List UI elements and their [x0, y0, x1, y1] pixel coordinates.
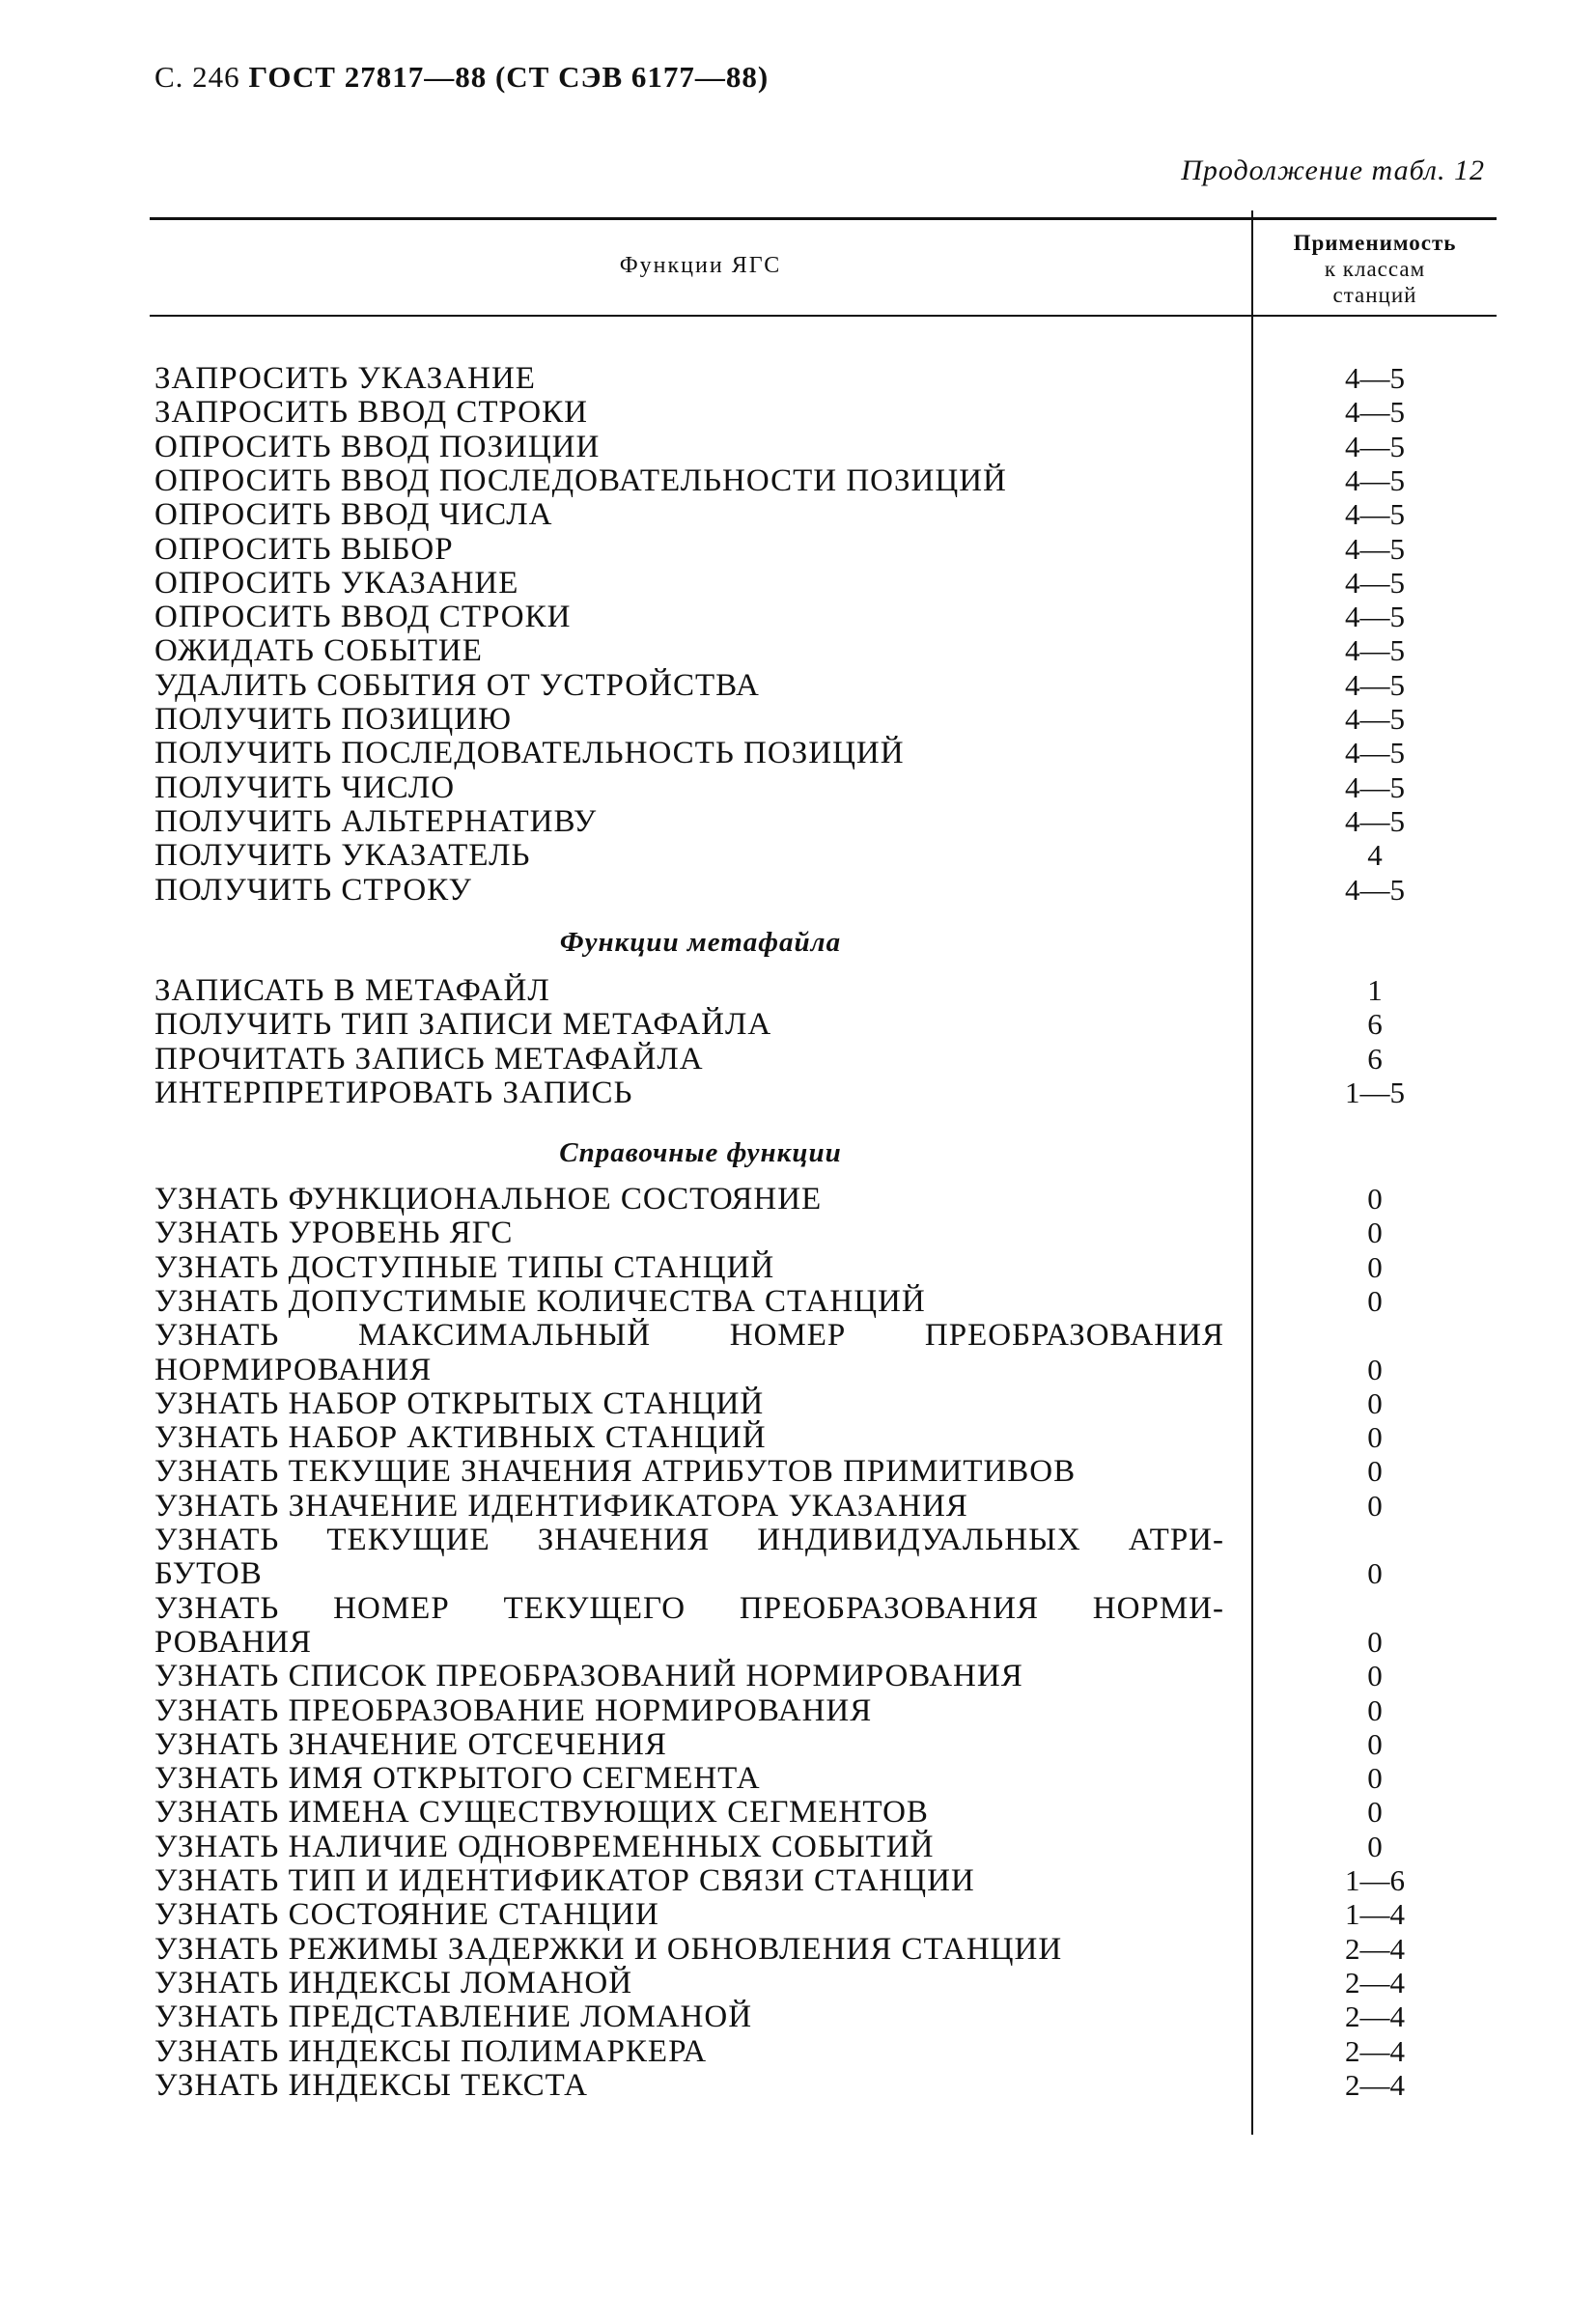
table-row	[150, 497, 1497, 532]
table-row	[150, 973, 1497, 1008]
station-class-value: 6	[1367, 1041, 1383, 1076]
function-name: НОРМИРОВАНИЯ	[154, 1352, 433, 1387]
function-name: УЗНАТЬ ФУНКЦИОНАЛЬНОЕ СОСТОЯНИЕ	[154, 1182, 823, 1216]
function-name: ЗАПИСАТЬ В МЕТАФАЙЛ	[154, 973, 550, 1008]
station-class-value: 6	[1367, 1007, 1383, 1042]
function-name: УЗНАТЬ СПИСОК ПРЕОБРАЗОВАНИЙ НОРМИРОВАНИЯ	[154, 1659, 1023, 1694]
station-class-value: 4—5	[1345, 633, 1405, 668]
station-class-value: 0	[1367, 1182, 1383, 1216]
function-name: УЗНАТЬ НАБОР АКТИВНЫХ СТАНЦИЙ	[154, 1420, 767, 1456]
station-class-value: 1—6	[1345, 1863, 1405, 1897]
station-class-value: 0	[1367, 1454, 1383, 1489]
table-row	[150, 1999, 1497, 2034]
station-class-value: 0	[1367, 1385, 1383, 1420]
column-header-line: к классам	[1324, 257, 1426, 281]
column-header-applicability	[1253, 230, 1497, 308]
station-class-value: 0	[1367, 1692, 1383, 1727]
function-name: УЗНАТЬ ИМЯ ОТКРЫТОГО СЕГМЕНТА	[154, 1761, 761, 1797]
station-class-value: 0	[1367, 1283, 1383, 1318]
station-class-value: 0	[1367, 1624, 1383, 1659]
table-row	[150, 1761, 1497, 1796]
table-top-rule	[150, 217, 1497, 220]
function-name: ПОЛУЧИТЬ УКАЗАТЕЛЬ	[154, 838, 531, 874]
table-row	[150, 633, 1497, 668]
station-class-value: 4—5	[1345, 872, 1405, 907]
table-row	[150, 463, 1497, 498]
table-row	[150, 1182, 1497, 1216]
table-row	[150, 736, 1497, 770]
station-class-value: 4—5	[1345, 702, 1405, 736]
station-class-value: 0	[1367, 1795, 1383, 1830]
column-header-line: станций	[1332, 283, 1417, 307]
table-row	[150, 600, 1497, 634]
station-class-value: 4—5	[1345, 667, 1405, 702]
table-row	[150, 2034, 1497, 2069]
table-row	[150, 1420, 1497, 1455]
function-name: ПОЛУЧИТЬ ПОСЛЕДОВАТЕЛЬНОСТЬ ПОЗИЦИЙ	[154, 736, 905, 771]
function-name: ПОЛУЧИТЬ ПОЗИЦИЮ	[154, 702, 513, 737]
table-row	[150, 1830, 1497, 1864]
table-row	[150, 1932, 1497, 1967]
section-title-metafile: Функции метафайла	[559, 927, 842, 958]
station-class-value: 0	[1367, 1216, 1383, 1250]
function-name: ПРОЧИТАТЬ ЗАПИСЬ МЕТАФАЙЛА	[154, 1041, 704, 1077]
function-name: ОПРОСИТЬ ВВОД ЧИСЛА	[154, 497, 553, 533]
table-row	[150, 1042, 1497, 1077]
table-row	[150, 838, 1497, 873]
table-row	[150, 1007, 1497, 1042]
table-row	[150, 1727, 1497, 1762]
table-row	[150, 1250, 1497, 1285]
function-name: ОПРОСИТЬ ВВОД СТРОКИ	[154, 600, 572, 635]
section-title-inquiry: Справочные функции	[559, 1137, 842, 1168]
function-name: УЗНАТЬ ПРЕДСТАВЛЕНИЕ ЛОМАНОЙ	[154, 1999, 753, 2035]
table-row	[150, 1966, 1497, 2000]
function-name: ПОЛУЧИТЬ СТРОКУ	[154, 872, 472, 908]
page-number: С. 246	[154, 60, 240, 94]
station-class-value: 0	[1367, 1249, 1383, 1284]
function-name: ОПРОСИТЬ ВЫБОР	[154, 531, 454, 567]
function-name: УЗНАТЬ ДОСТУПНЫЕ ТИПЫ СТАНЦИЙ	[154, 1249, 775, 1285]
station-class-value: 4—5	[1345, 803, 1405, 838]
table-row	[150, 1795, 1497, 1830]
station-class-value: 2—4	[1345, 2067, 1405, 2102]
function-name: ПОЛУЧИТЬ АЛЬТЕРНАТИВУ	[154, 803, 598, 839]
table-row	[150, 1523, 1497, 1557]
function-name: ИНТЕРПРЕТИРОВАТЬ ЗАПИСЬ	[154, 1075, 633, 1110]
table-row	[150, 1556, 1497, 1591]
station-class-value: 0	[1367, 1556, 1383, 1591]
function-name: РОВАНИЯ	[154, 1624, 313, 1660]
station-class-value: 0	[1367, 1352, 1383, 1386]
table-row	[150, 1897, 1497, 1932]
station-class-value: 0	[1367, 1761, 1383, 1796]
table-row	[150, 1353, 1497, 1387]
function-name: УЗНАТЬ ЗНАЧЕНИЕ ИДЕНТИФИКАТОРА УКАЗАНИЯ	[154, 1488, 968, 1524]
station-class-value: 4—5	[1345, 361, 1405, 395]
table-row	[150, 1454, 1497, 1489]
table-row	[150, 395, 1497, 430]
function-name: УЗНАТЬ ИМЕНА СУЩЕСТВУЮЩИХ СЕГМЕНТОВ	[154, 1795, 929, 1831]
function-name: УЗНАТЬ ИНДЕКСЫ ПОЛИМАРКЕРА	[154, 2033, 708, 2069]
function-name: УЗНАТЬ ИНДЕКСЫ ЛОМАНОЙ	[154, 1965, 633, 2000]
table-row	[150, 1216, 1497, 1250]
function-name: ЗАПРОСИТЬ ВВОД СТРОКИ	[154, 395, 588, 431]
table-row	[150, 532, 1497, 567]
table-row	[150, 430, 1497, 464]
function-name: БУТОВ	[154, 1556, 263, 1592]
function-name: УЗНАТЬ ПРЕОБРАЗОВАНИЕ НОРМИРОВАНИЯ	[154, 1692, 873, 1728]
station-class-value: 2—4	[1345, 1965, 1405, 1999]
station-class-value: 0	[1367, 1659, 1383, 1693]
function-name: ОЖИДАТЬ СОБЫТИЕ	[154, 633, 483, 669]
station-class-value: 1	[1367, 973, 1383, 1007]
station-class-value: 0	[1367, 1420, 1383, 1455]
table-row	[150, 1591, 1497, 1626]
function-name: ЗАПРОСИТЬ УКАЗАНИЕ	[154, 361, 536, 396]
table-continuation-label: Продолжение табл. 12	[1181, 154, 1485, 186]
table-row	[150, 1284, 1497, 1319]
station-class-value: 4—5	[1345, 769, 1405, 804]
table-row	[150, 1625, 1497, 1660]
station-class-value: 2—4	[1345, 2033, 1405, 2068]
function-name: ОПРОСИТЬ УКАЗАНИЕ	[154, 565, 519, 601]
station-class-value: 4—5	[1345, 462, 1405, 497]
station-class-value: 0	[1367, 1488, 1383, 1523]
station-class-value: 4—5	[1345, 497, 1405, 532]
table-row	[150, 1318, 1497, 1353]
table-row	[150, 804, 1497, 839]
station-class-value: 4—5	[1345, 736, 1405, 770]
table-header-rule	[150, 315, 1497, 317]
column-header-functions: Функции ЯГС	[619, 253, 782, 278]
table-row	[150, 566, 1497, 601]
station-class-value: 4—5	[1345, 395, 1405, 430]
station-class-value: 4—5	[1345, 565, 1405, 600]
station-class-value: 0	[1367, 1726, 1383, 1761]
function-name: УЗНАТЬ ДОПУСТИМЫЕ КОЛИЧЕСТВА СТАНЦИЙ	[154, 1283, 926, 1319]
function-name: ОПРОСИТЬ ВВОД ПОЗИЦИИ	[154, 429, 601, 464]
table-row	[150, 770, 1497, 805]
function-name: УЗНАТЬ ТЕКУЩИЕ ЗНАЧЕНИЯ АТРИБУТОВ ПРИМИТИВОВ	[154, 1454, 1077, 1490]
function-name: ПОЛУЧИТЬ ТИП ЗАПИСИ МЕТАФАЙЛА	[154, 1007, 772, 1043]
table-row	[150, 1693, 1497, 1728]
station-class-value: 1—5	[1345, 1075, 1405, 1109]
table-row	[150, 1076, 1497, 1110]
function-name: УЗНАТЬ НОМЕР ТЕКУЩЕГО ПРЕОБРАЗОВАНИЯ НОРМИ-	[154, 1590, 1224, 1626]
station-class-value: 2—4	[1345, 1999, 1405, 2034]
table-row	[150, 1659, 1497, 1693]
station-class-value: 4—5	[1345, 429, 1405, 463]
station-class-value: 0	[1367, 1829, 1383, 1863]
function-name: ОПРОСИТЬ ВВОД ПОСЛЕДОВАТЕЛЬНОСТИ ПОЗИЦИЙ	[154, 462, 1007, 498]
table-row	[150, 873, 1497, 908]
table-row	[150, 1489, 1497, 1524]
function-name: УЗНАТЬ СОСТОЯНИЕ СТАНЦИИ	[154, 1897, 659, 1933]
station-class-value: 4—5	[1345, 531, 1405, 566]
function-name: УЗНАТЬ ТЕКУЩИЕ ЗНАЧЕНИЯ ИНДИВИДУАЛЬНЫХ АТРИ-	[154, 1523, 1224, 1557]
function-name: УЗНАТЬ ТИП И ИДЕНТИФИКАТОР СВЯЗИ СТАНЦИИ	[154, 1863, 975, 1898]
table-row	[150, 2068, 1497, 2103]
table-row	[150, 1386, 1497, 1421]
table-row	[150, 668, 1497, 703]
station-class-value: 1—4	[1345, 1897, 1405, 1932]
station-class-value: 4	[1367, 838, 1383, 873]
station-class-value: 2—4	[1345, 1931, 1405, 1966]
function-name: УЗНАТЬ ИНДЕКСЫ ТЕКСТА	[154, 2067, 589, 2103]
function-name: ПОЛУЧИТЬ ЧИСЛО	[154, 769, 456, 805]
function-name: УЗНАТЬ РЕЖИМЫ ЗАДЕРЖКИ И ОБНОВЛЕНИЯ СТАНЦИИ	[154, 1931, 1063, 1967]
page-header	[154, 60, 769, 95]
function-name: УЗНАТЬ УРОВЕНЬ ЯГС	[154, 1216, 514, 1251]
table-row	[150, 702, 1497, 737]
standard-title: ГОСТ 27817—88 (СТ СЭВ 6177—88)	[248, 60, 770, 94]
function-name: УЗНАТЬ ЗНАЧЕНИЕ ОТСЕЧЕНИЯ	[154, 1726, 667, 1762]
table-row	[150, 1863, 1497, 1898]
function-name: УЗНАТЬ НАБОР ОТКРЫТЫХ СТАНЦИЙ	[154, 1385, 765, 1421]
function-name: УЗНАТЬ МАКСИМАЛЬНЫЙ НОМЕР ПРЕОБРАЗОВАНИЯ	[154, 1318, 1224, 1354]
column-header-line: Применимость	[1293, 231, 1457, 255]
table-row	[150, 361, 1497, 396]
function-name: УЗНАТЬ НАЛИЧИЕ ОДНОВРЕМЕННЫХ СОБЫТИЙ	[154, 1829, 935, 1864]
function-name: УДАЛИТЬ СОБЫТИЯ ОТ УСТРОЙСТВА	[154, 667, 760, 703]
station-class-value: 4—5	[1345, 600, 1405, 634]
